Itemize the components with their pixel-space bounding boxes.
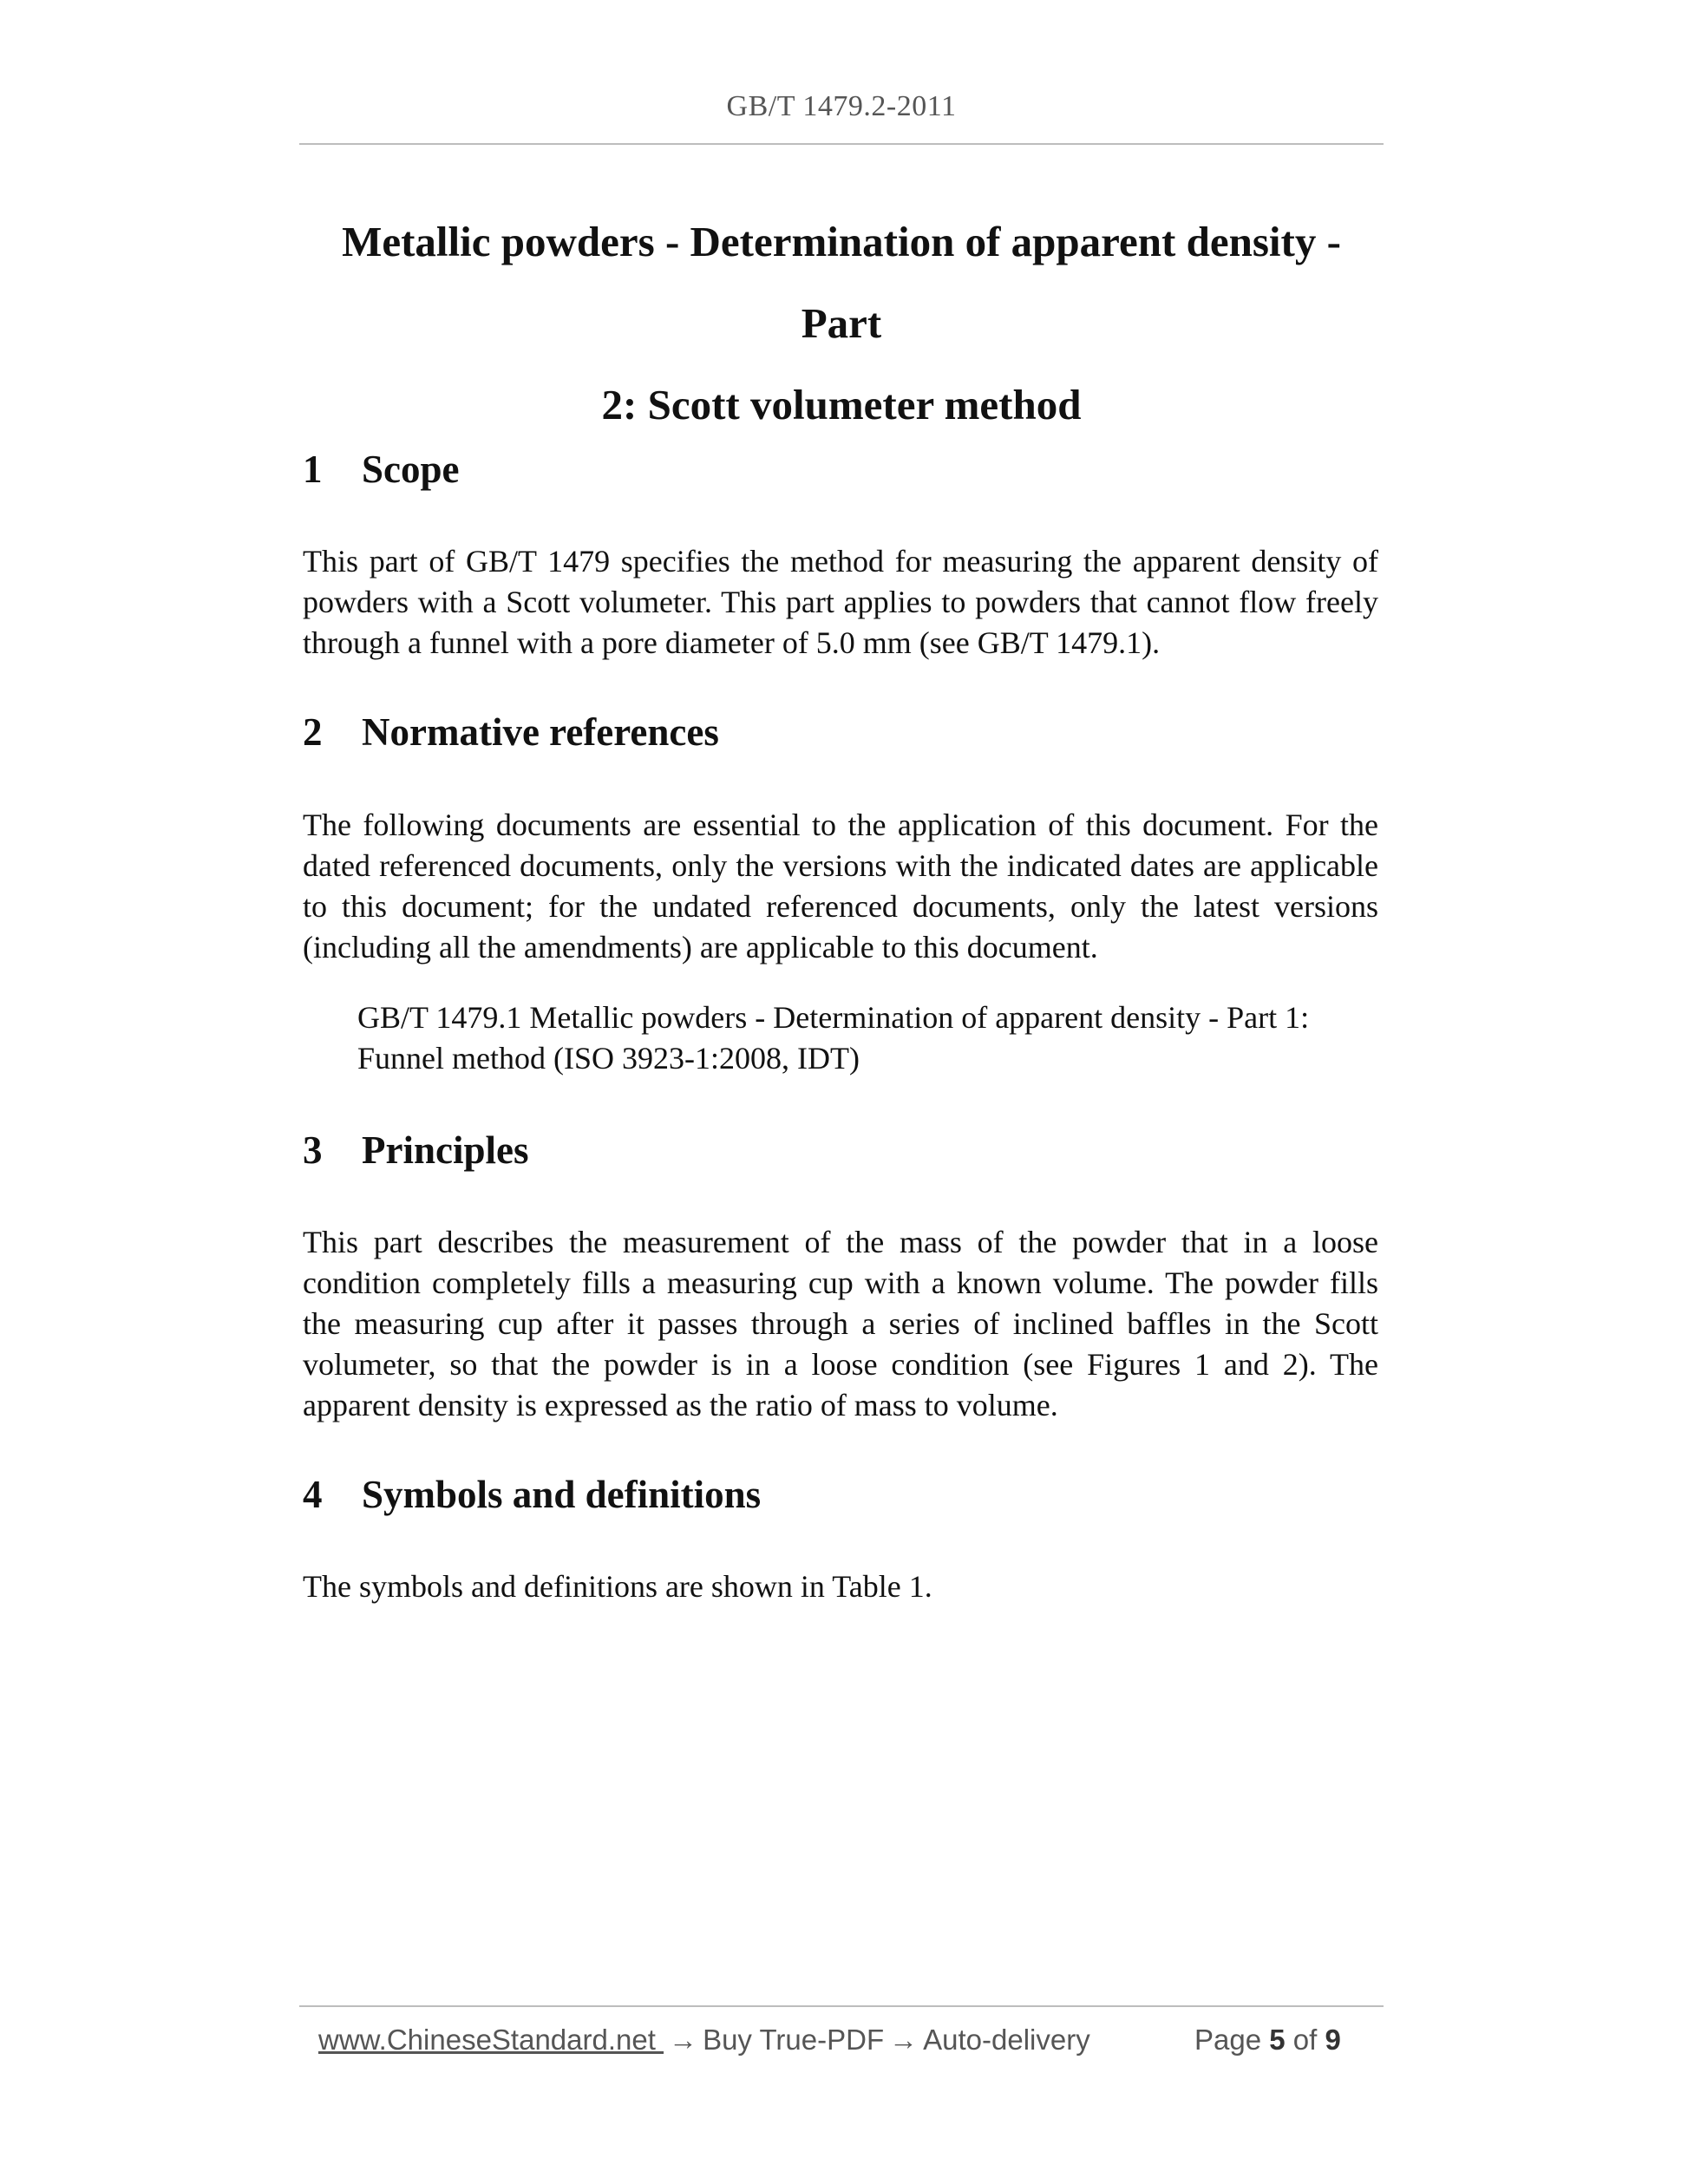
- section-heading-principles: [303, 1128, 528, 1173]
- header-divider: [299, 143, 1384, 145]
- section-heading-normative-references: [303, 709, 719, 755]
- section-number: 4: [303, 1473, 323, 1516]
- normative-references-paragraph: The following documents are essential to the application of this document. For the dated referenced documents, only the versions with the indicated dates are applicable to this document; for the undated referenced documents, only the latest versions (including all the amendments) are applicable to this document.: [303, 808, 1378, 964]
- section-number: 3: [303, 1128, 323, 1172]
- normative-reference-item: GB/T 1479.1 Metallic powders - Determination of apparent density - Part 1: Funnel method (ISO 3923-1:2008, IDT): [357, 1000, 1310, 1076]
- symbols-paragraph: The symbols and definitions are shown in Table 1.: [303, 1569, 932, 1604]
- section-heading-scope: [303, 447, 460, 492]
- section-heading-symbols-and-definitions: [303, 1472, 761, 1517]
- section-title: Symbols and definitions: [362, 1473, 762, 1516]
- total-page-number: 9: [1325, 2024, 1341, 2056]
- page-label: Page: [1194, 2024, 1262, 2056]
- site-link[interactable]: www.ChineseStandard.net: [318, 2024, 664, 2056]
- title-line-1: Metallic powders - Determination of apparent density - Part: [342, 218, 1341, 347]
- arrow-right-icon: →: [669, 2024, 698, 2056]
- section-number: 2: [303, 710, 323, 754]
- scope-paragraph: This part of GB/T 1479 specifies the method for measuring the apparent density of powders with a Scott volumeter. This part applies to powders that cannot flow freely through a funnel with a pore diameter of 5.0 mm (see GB/T 1479.1).: [303, 544, 1378, 660]
- section-title: Scope: [362, 448, 460, 491]
- page-indicator: [1194, 2024, 1341, 2056]
- auto-delivery-text: Auto-delivery: [923, 2024, 1090, 2056]
- section-number: 1: [303, 448, 323, 491]
- principles-paragraph: This part describes the measurement of the mass of the powder that in a loose condition completely fills a measuring cup with a known volume. The powder fills the measuring cup after it passes through a series of inclined baffles in the Scott volumeter, so that the powder is in a loose condition (see Figures 1 and 2). The apparent density is expressed as the ratio of mass to volume.: [303, 1225, 1378, 1422]
- footer-divider: [299, 2005, 1384, 2007]
- current-page-number: 5: [1269, 2024, 1286, 2056]
- title-line-2: 2: Scott volumeter method: [601, 381, 1082, 428]
- of-label: of: [1292, 2024, 1318, 2056]
- section-title: Normative references: [362, 710, 719, 754]
- document-title: [299, 201, 1384, 446]
- running-header: GB/T 1479.2-2011: [726, 90, 957, 122]
- arrow-right-icon: →: [889, 2024, 919, 2056]
- footer-promo: [318, 2024, 1090, 2056]
- buy-pdf-text: Buy True-PDF: [703, 2024, 885, 2056]
- section-title: Principles: [362, 1128, 529, 1172]
